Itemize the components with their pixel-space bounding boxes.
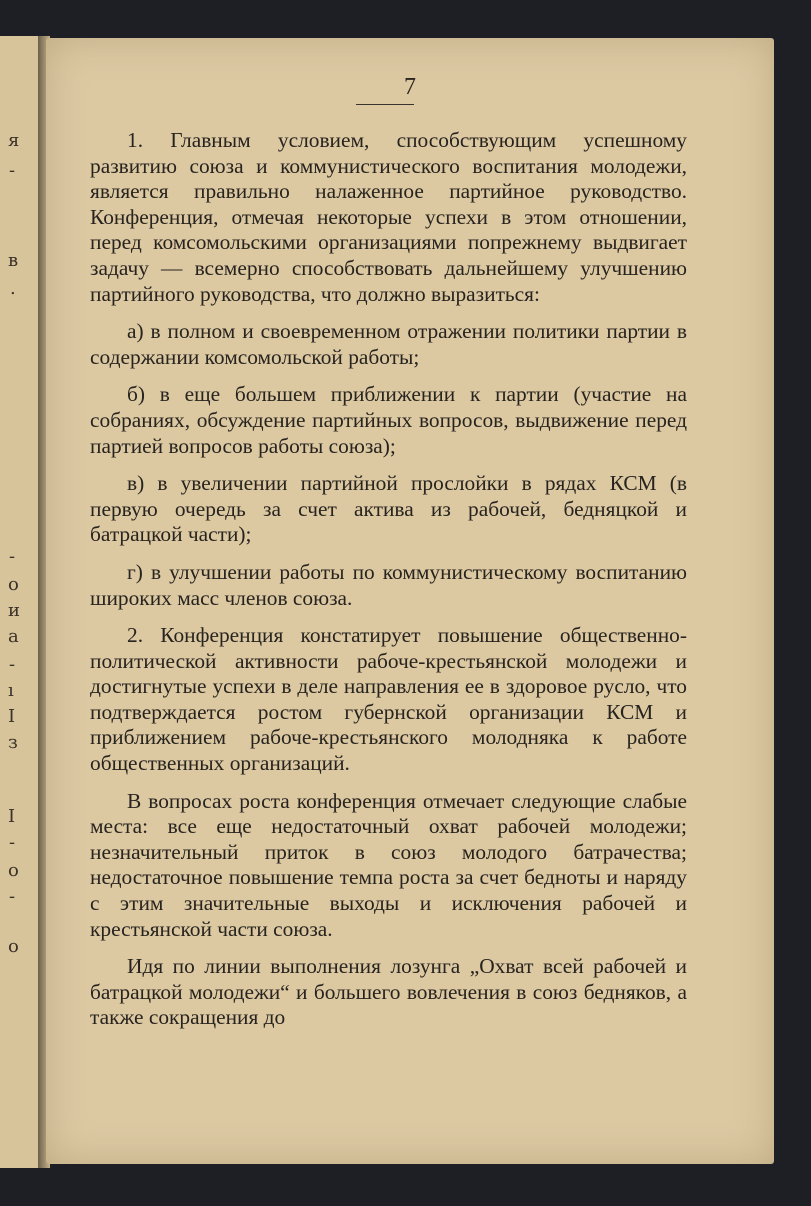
- prev-page-glyph: .: [10, 278, 16, 299]
- prev-page-glyph: о: [8, 574, 19, 595]
- paragraph: 1. Главным условием, способствующим успешному развитию союза и коммунистического воспитания молодежи, является правильно налаженное партийное руководство. Конференция, отмечая некоторые успехи в этом отношении, перед комсомольскими организациями попрежнему выдвигает задачу — всемерно способствовать дальнейшему улучшению партийного руководства, что должно выразиться:: [90, 128, 687, 306]
- prev-page-glyph: о: [8, 936, 19, 957]
- prev-page-glyph: -: [9, 886, 16, 907]
- list-item: в) в увеличении партийной прослойки в рядах КСМ (в первую очередь за счет актива из рабочей, бедняцкой и батрацкой части);: [90, 471, 687, 547]
- prev-page-glyph: и: [8, 600, 20, 621]
- list-item: б) в еще большем приближении к партии (участие на собраниях, обсуждение партийных вопросов, выдвижение перед партией вопросов работы союза);: [90, 382, 687, 458]
- paragraph: 2. Конференция констатирует повышение общественно-политической активности рабоче-крестьянской молодежи и достигнутые успехи в деле направления ее в здоровое русло, что подтверждается ростом губернской организации КСМ и приближением рабоче-крестьянского молодняка к работе общественных организаций.: [90, 623, 687, 776]
- prev-page-glyph: о: [8, 860, 19, 881]
- page-number: 7: [404, 74, 416, 100]
- list-item: г) в улучшении работы по коммунистическому воспитанию широких масс членов союза.: [90, 559, 687, 610]
- prev-page-glyph: я: [8, 130, 20, 151]
- prev-page-glyph: -: [9, 160, 16, 181]
- page-body-text: [90, 128, 687, 1038]
- prev-page-glyph: з: [8, 732, 18, 753]
- book-page: [46, 38, 774, 1164]
- prev-page-glyph: I: [8, 706, 16, 727]
- prev-page-glyph: в: [8, 250, 19, 271]
- prev-page-glyph: а: [8, 626, 19, 647]
- prev-page-glyph: -: [9, 654, 16, 675]
- prev-page-glyph: -: [9, 832, 16, 853]
- list-item: а) в полном и своевременном отражении политики партии в содержании комсомольской работы;: [90, 319, 687, 369]
- prev-page-glyph: ı: [8, 680, 14, 701]
- prev-page-glyph: I: [8, 806, 16, 827]
- prev-page-glyph: -: [9, 546, 16, 567]
- paragraph: Идя по линии выполнения лозунга „Охват всей рабочей и батрацкой молодежи“ и большего вовлечения в союз бедняков, а также сокращения до: [90, 954, 687, 1030]
- page-number-rule: [356, 104, 414, 105]
- paragraph: В вопросах роста конференция отмечает следующие слабые места: все еще недостаточный охват рабочей молодежи; незначительный приток в союз молодого батрачества; недостаточное повышение темпа роста за счет бедноты и наряду с этим значительные выходы и исключения рабочей и крестьянской части союза.: [90, 788, 687, 941]
